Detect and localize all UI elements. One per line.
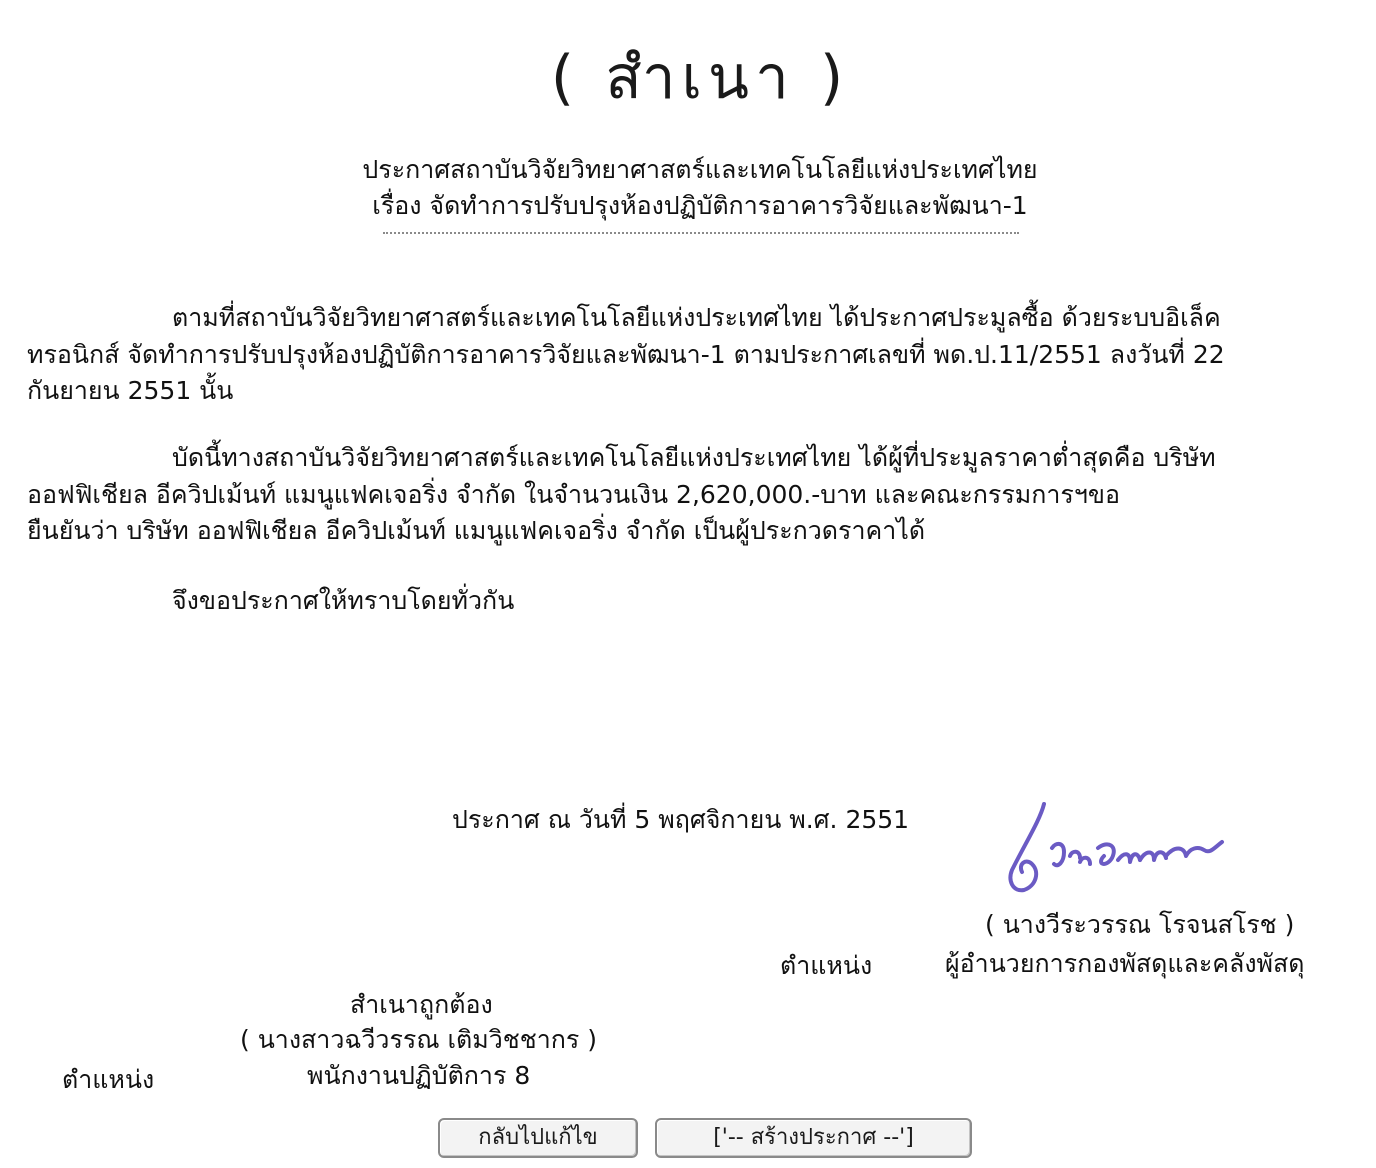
paragraph-2-line-2: ออฟฟิเชียล อีควิปเม้นท์ แมนูแฟคเจอริ่ง จำกัด ในจำนวนเงิน 2,620,000.-บาท และคณะกรรมการฯขอ <box>27 480 1121 509</box>
announcement-date: ประกาศ ณ วันที่ 5 พฤศจิกายน พ.ศ. 2551 <box>452 805 910 834</box>
signer-name: ( นางวีระวรรณ โรจนสโรช ) <box>985 910 1295 939</box>
clerk-name: ( นางสาวฉวีวรรณ เติมวิชชากร ) <box>240 1025 598 1054</box>
handwritten-signature <box>1000 798 1232 902</box>
announcement-subject: เรื่อง จัดทำการปรับปรุงห้องปฏิบัติการอาคารวิจัยและพัฒนา-1 <box>372 191 1028 220</box>
certified-copy-label: สำเนาถูกต้อง <box>350 990 493 1019</box>
create-announcement-button[interactable]: ['-- สร้างประกาศ --'] <box>655 1118 972 1158</box>
paragraph-2-line-3: ยืนยันว่า บริษัท ออฟฟิเชียล อีควิปเม้นท์ แมนูแฟคเจอริ่ง จำกัด เป็นผู้ประกวดราคาได้ <box>27 516 926 545</box>
signer-position-label: ตำแหน่ง <box>780 951 873 980</box>
paragraph-1-line-2: ทรอนิกส์ จัดทำการปรับปรุงห้องปฏิบัติการอาคารวิจัยและพัฒนา-1 ตามประกาศเลขที่ พด.ป.11/2551 ลงวันที่ 22 <box>27 340 1225 369</box>
signer-position: ผู้อำนวยการกองพัสดุและคลังพัสดุ <box>945 949 1305 978</box>
signature-strokes <box>1011 804 1223 890</box>
closing-statement: จึงขอประกาศให้ทราบโดยทั่วกัน <box>172 586 515 615</box>
paragraph-2-line-1: บัดนี้ทางสถาบันวิจัยวิทยาศาสตร์และเทคโนโลยีแห่งประเทศไทย ได้ผู้ที่ประมูลราคาต่ำสุดคือ บริษัท <box>172 443 1216 472</box>
back-to-edit-button[interactable]: กลับไปแก้ไข <box>438 1118 638 1158</box>
clerk-position-label: ตำแหน่ง <box>62 1065 155 1094</box>
paragraph-1-line-1: ตามที่สถาบันวิจัยวิทยาศาสตร์และเทคโนโลยีแห่งประเทศไทย ได้ประกาศประมูลซื้อ ด้วยระบบอิเล็ค <box>172 303 1221 332</box>
clerk-position: พนักงานปฏิบัติการ 8 <box>307 1061 531 1090</box>
copy-stamp-title: ( สำเนา ) <box>550 43 850 113</box>
subject-divider <box>383 232 1019 234</box>
announcement-header: ประกาศสถาบันวิจัยวิทยาศาสตร์และเทคโนโลยีแห่งประเทศไทย <box>362 155 1038 184</box>
paragraph-1-line-3: กันยายน 2551 นั้น <box>27 376 234 405</box>
